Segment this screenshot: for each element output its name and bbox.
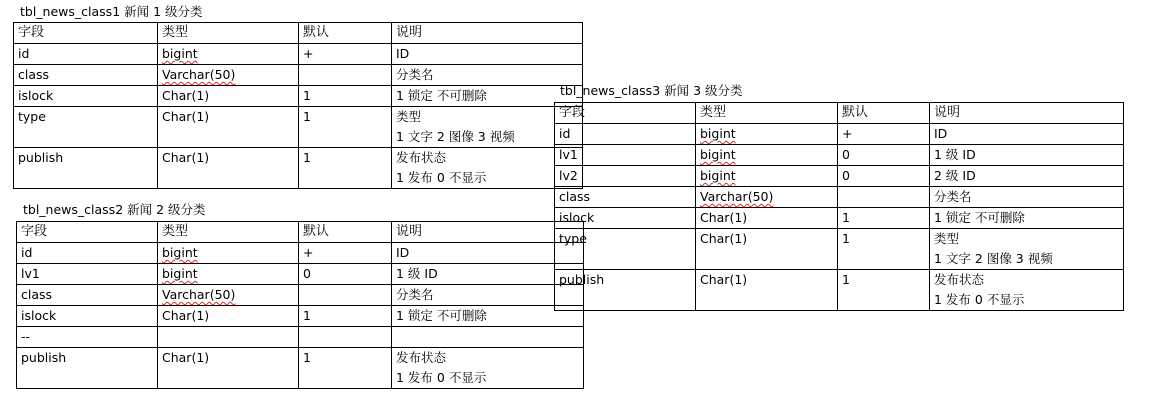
- field-note-cell: [930, 187, 1124, 208]
- field-note-cell: [930, 229, 1124, 270]
- field-name-cell: lv1: [555, 145, 696, 166]
- field-name-cell: publish: [14, 148, 158, 189]
- field-default-cell: 1: [299, 107, 392, 148]
- table-row: [555, 270, 1124, 311]
- note-line: 1 发布 0 不显示: [396, 170, 487, 185]
- note-line: 分类名: [396, 67, 434, 82]
- field-default-cell: 0: [838, 166, 930, 187]
- field-default-cell: 1: [299, 148, 392, 189]
- table-row: [555, 166, 1124, 187]
- column-header: 说明: [930, 103, 1124, 124]
- note-line: 1 级 ID: [934, 147, 976, 162]
- field-default-cell: 1: [299, 306, 392, 327]
- field-type-text: Varchar(50): [162, 67, 236, 82]
- field-type-cell: [158, 44, 299, 65]
- table-row: [14, 107, 583, 148]
- note-line: 发布状态: [396, 150, 447, 165]
- field-type-text: Char(1): [162, 350, 210, 365]
- field-type-text: bigint: [162, 266, 198, 281]
- column-header: 默认: [838, 103, 930, 124]
- note-line: 2 级 ID: [934, 168, 976, 183]
- field-default-cell: [838, 187, 930, 208]
- field-default-cell: 1: [299, 86, 392, 107]
- table-row: [14, 44, 583, 65]
- table-row: [17, 348, 584, 389]
- table-row: [17, 264, 584, 285]
- note-line: 1 文字 2 图像 3 视频: [396, 129, 515, 144]
- field-name-cell: class: [17, 285, 158, 306]
- table-header-row: [17, 222, 584, 243]
- column-header: 字段: [555, 103, 696, 124]
- note-line: ID: [396, 245, 410, 260]
- table-row: [14, 148, 583, 189]
- field-name-cell: class: [14, 65, 158, 86]
- field-note-cell: [392, 44, 583, 65]
- field-type-cell: [158, 86, 299, 107]
- field-default-cell: 1: [299, 348, 392, 389]
- note-line: 1 锁定 不可删除: [934, 210, 1025, 225]
- field-type-text: bigint: [700, 126, 736, 141]
- field-name-cell: publish: [555, 270, 696, 311]
- field-type-text: Char(1): [700, 231, 748, 246]
- field-type-cell: [158, 243, 299, 264]
- note-line: 类型: [934, 231, 960, 246]
- field-default-cell: +: [838, 124, 930, 145]
- field-default-cell: 1: [838, 229, 930, 270]
- field-name-cell: islock: [14, 86, 158, 107]
- field-name-cell: --: [17, 327, 158, 348]
- column-header: 类型: [158, 23, 299, 44]
- field-type-cell: [158, 327, 299, 348]
- table-row: [555, 208, 1124, 229]
- column-header: 字段: [14, 23, 158, 44]
- note-line: 发布状态: [934, 272, 985, 287]
- field-type-cell: [696, 145, 838, 166]
- field-type-text: Char(1): [162, 308, 210, 323]
- field-type-text: Varchar(50): [162, 287, 236, 302]
- table-header-row: [555, 103, 1124, 124]
- field-type-text: bigint: [700, 147, 736, 162]
- table-row: [14, 86, 583, 107]
- note-line: 1 发布 0 不显示: [396, 370, 487, 385]
- field-name-cell: class: [555, 187, 696, 208]
- field-type-cell: [696, 229, 838, 270]
- field-default-cell: +: [299, 243, 392, 264]
- column-header: 类型: [696, 103, 838, 124]
- field-name-cell: id: [14, 44, 158, 65]
- column-header: 类型: [158, 222, 299, 243]
- table-caption: tbl_news_class2 新闻 2 级分类: [23, 202, 206, 217]
- note-line: 分类名: [396, 287, 434, 302]
- field-default-cell: 0: [838, 145, 930, 166]
- note-line: 1 级 ID: [396, 266, 438, 281]
- field-name-cell: publish: [17, 348, 158, 389]
- field-name-cell: id: [555, 124, 696, 145]
- field-type-cell: [158, 348, 299, 389]
- field-name-cell: type: [14, 107, 158, 148]
- field-type-text: Varchar(50): [700, 189, 774, 204]
- field-type-text: bigint: [700, 168, 736, 183]
- note-line: 1 文字 2 图像 3 视频: [934, 251, 1053, 266]
- field-type-text: Char(1): [162, 88, 210, 103]
- table-row: [555, 229, 1124, 270]
- field-name-cell: id: [17, 243, 158, 264]
- field-default-cell: 1: [838, 270, 930, 311]
- field-type-text: bigint: [162, 46, 198, 61]
- field-name-cell: islock: [555, 208, 696, 229]
- column-header: 默认: [299, 23, 392, 44]
- table-row: [14, 65, 583, 86]
- field-type-cell: [696, 208, 838, 229]
- field-type-text: bigint: [162, 245, 198, 260]
- field-note-cell: [930, 124, 1124, 145]
- table-row: [17, 243, 584, 264]
- field-name-cell: lv1: [17, 264, 158, 285]
- field-type-text: Char(1): [162, 150, 210, 165]
- note-line: 1 发布 0 不显示: [934, 292, 1025, 307]
- field-type-cell: [158, 264, 299, 285]
- field-type-cell: [158, 107, 299, 148]
- note-line: 类型: [396, 109, 422, 124]
- note-line: 1 锁定 不可删除: [396, 308, 487, 323]
- field-type-cell: [696, 124, 838, 145]
- field-note-cell: [392, 65, 583, 86]
- table-header-row: [14, 23, 583, 44]
- table-row: [17, 327, 584, 348]
- field-name-cell: lv2: [555, 166, 696, 187]
- field-default-cell: 0: [299, 264, 392, 285]
- schema-table-class3: [554, 102, 1124, 311]
- field-default-cell: 1: [838, 208, 930, 229]
- field-default-cell: [299, 285, 392, 306]
- field-type-cell: [696, 166, 838, 187]
- field-name-cell: type: [555, 229, 696, 270]
- column-header: 默认: [299, 222, 392, 243]
- field-note-cell: [392, 327, 584, 348]
- field-note-cell: [930, 208, 1124, 229]
- field-note-cell: [930, 145, 1124, 166]
- field-note-cell: [930, 270, 1124, 311]
- column-header: 说明: [392, 222, 584, 243]
- field-type-text: Char(1): [700, 210, 748, 225]
- table-caption: tbl_news_class1 新闻 1 级分类: [20, 4, 203, 19]
- table-row: [17, 285, 584, 306]
- table-row: [555, 187, 1124, 208]
- field-name-cell: islock: [17, 306, 158, 327]
- note-line: ID: [396, 46, 410, 61]
- field-type-cell: [158, 306, 299, 327]
- table-row: [555, 124, 1124, 145]
- schema-table-class2: [16, 221, 584, 389]
- note-line: 1 锁定 不可删除: [396, 88, 487, 103]
- field-default-cell: [299, 65, 392, 86]
- note-line: 发布状态: [396, 350, 447, 365]
- field-default-cell: +: [299, 44, 392, 65]
- column-header: 说明: [392, 23, 583, 44]
- field-note-cell: [930, 166, 1124, 187]
- field-type-cell: [696, 270, 838, 311]
- table-row: [17, 306, 584, 327]
- field-type-text: Char(1): [700, 272, 748, 287]
- table-row: [555, 145, 1124, 166]
- field-type-text: Char(1): [162, 109, 210, 124]
- field-default-cell: [299, 327, 392, 348]
- schema-table-class1: [13, 22, 583, 189]
- column-header: 字段: [17, 222, 158, 243]
- field-note-cell: [392, 348, 584, 389]
- table-caption: tbl_news_class3 新闻 3 级分类: [560, 83, 743, 98]
- note-line: ID: [934, 126, 948, 141]
- field-type-cell: [158, 65, 299, 86]
- field-type-cell: [696, 187, 838, 208]
- field-type-cell: [158, 285, 299, 306]
- note-line: 分类名: [934, 189, 972, 204]
- field-type-cell: [158, 148, 299, 189]
